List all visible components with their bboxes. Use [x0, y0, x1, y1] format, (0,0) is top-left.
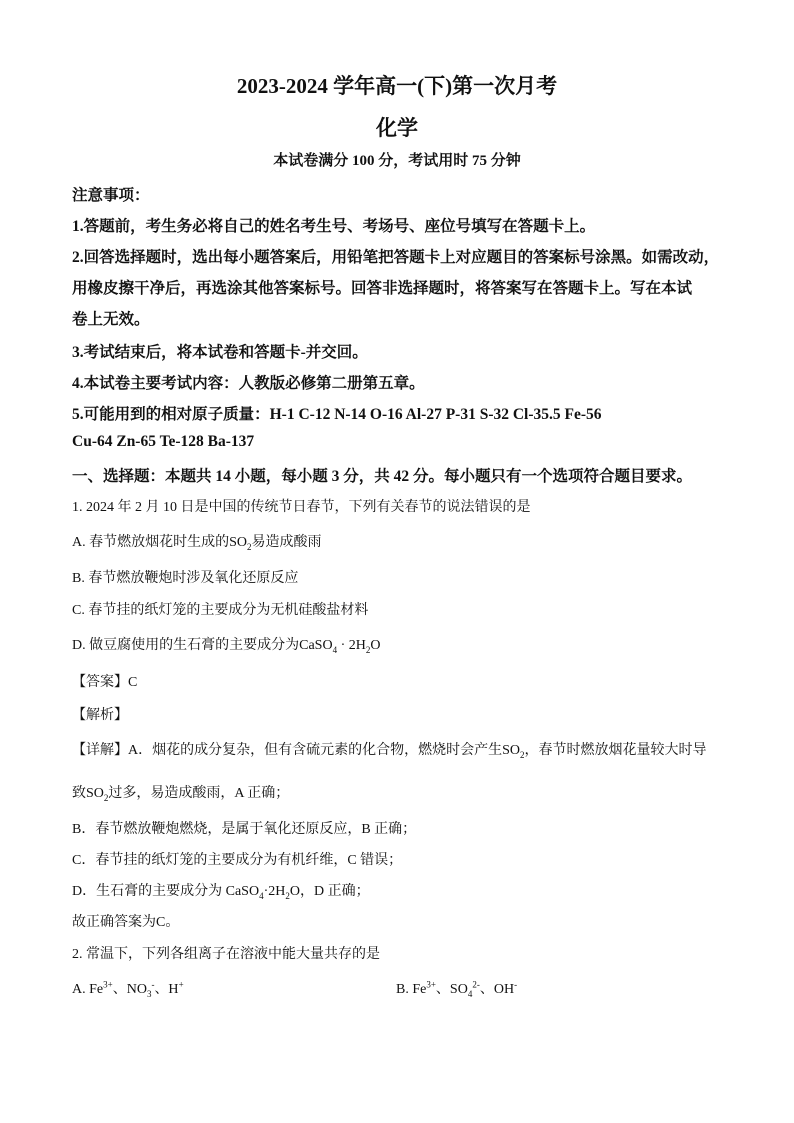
notice-item-4: 4.本试卷主要考试内容：人教版必修第二册第五章。	[72, 375, 425, 392]
notice-item-2-line-2: 用橡皮擦干净后，再选涂其他答案标号。回答非选择题时，将答案写在答题卡上。写在本试	[72, 280, 693, 297]
question-2-stem: 2. 常温下，下列各组离子在溶液中能大量共存的是	[72, 947, 380, 962]
notice-item-5-line-1: 5.可能用到的相对原子质量：H-1 C-12 N-14 O-16 Al-27 P-31 S-32 Cl-35.5 Fe-56	[72, 406, 602, 423]
question-1-option-a: A. 春节燃放烟花时生成的$SO_2$易造成酸雨	[72, 535, 322, 552]
score-note: 本试卷满分 100 分，考试用时 75 分钟	[273, 153, 521, 169]
notice-item-5-line-2: Cu-64 Zn-65 Te-128 Ba-137	[72, 433, 255, 450]
question-1-option-b: B. 春节燃放鞭炮时涉及氧化还原反应	[72, 571, 299, 586]
question-1-option-c: C. 春节挂的纸灯笼的主要成分为无机硅酸盐材料	[72, 603, 369, 618]
detail-conclusion: 故正确答案为C。	[72, 915, 180, 930]
section-heading: 一、选择题：本题共 14 小题，每小题 3 分，共 42 分。每小题只有一个选项符合题目要求。	[72, 468, 693, 485]
answer-label: 【答案】C	[72, 675, 138, 690]
question-2-option-a: A. $Fe^{3+}$、$NO_3^-$、H+	[72, 979, 184, 999]
notice-item-2-line-3: 卷上无效。	[72, 311, 150, 328]
detail-line-d: D．生石膏的主要成分为 $CaSO_4\cdot 2H_2O$，D 正确；	[72, 884, 370, 901]
notice-item-2-line-1: 2.回答选择题时，选出每小题答案后，用铅笔把答题卡上对应题目的答案标号涂黑。如需改动，	[72, 249, 720, 266]
question-1-stem: 1. 2024 年 2 月 10 日是中国的传统节日春节，下列有关春节的说法错误的是	[72, 500, 531, 515]
notice-item-3: 3.考试结束后，将本试卷和答题卡-并交回。	[72, 344, 368, 361]
page-title: 2023-2024 学年高一(下)第一次月考	[236, 74, 558, 98]
notice-item-1: 1.答题前，考生务必将自己的姓名考生号、考场号、座位号填写在答题卡上。	[72, 218, 596, 235]
notice-heading: 注意事项：	[72, 187, 150, 204]
detail-line-2: 致$SO_2$过多，易造成酸雨，A 正确；	[72, 786, 290, 803]
question-2-option-b: B. $Fe^{3+}$、$SO_4^{2-}$、OH-	[396, 979, 518, 999]
detail-line-1: 【详解】A．烟花的成分复杂，但有含硫元素的化合物，燃烧时会产生$SO_2$，春节时燃放烟花量较大时导	[72, 743, 707, 760]
detail-line-b: B．春节燃放鞭炮燃烧，是属于氧化还原反应，B 正确；	[72, 822, 417, 837]
subject-title: 化学	[376, 116, 418, 140]
analysis-label: 【解析】	[72, 708, 128, 723]
question-1-option-d: D. 做豆腐使用的生石膏的主要成分为CaSO$_4$ · $2H_2O$	[72, 638, 381, 655]
detail-line-c: C．春节挂的纸灯笼的主要成分为有机纤维，C 错误；	[72, 853, 403, 868]
